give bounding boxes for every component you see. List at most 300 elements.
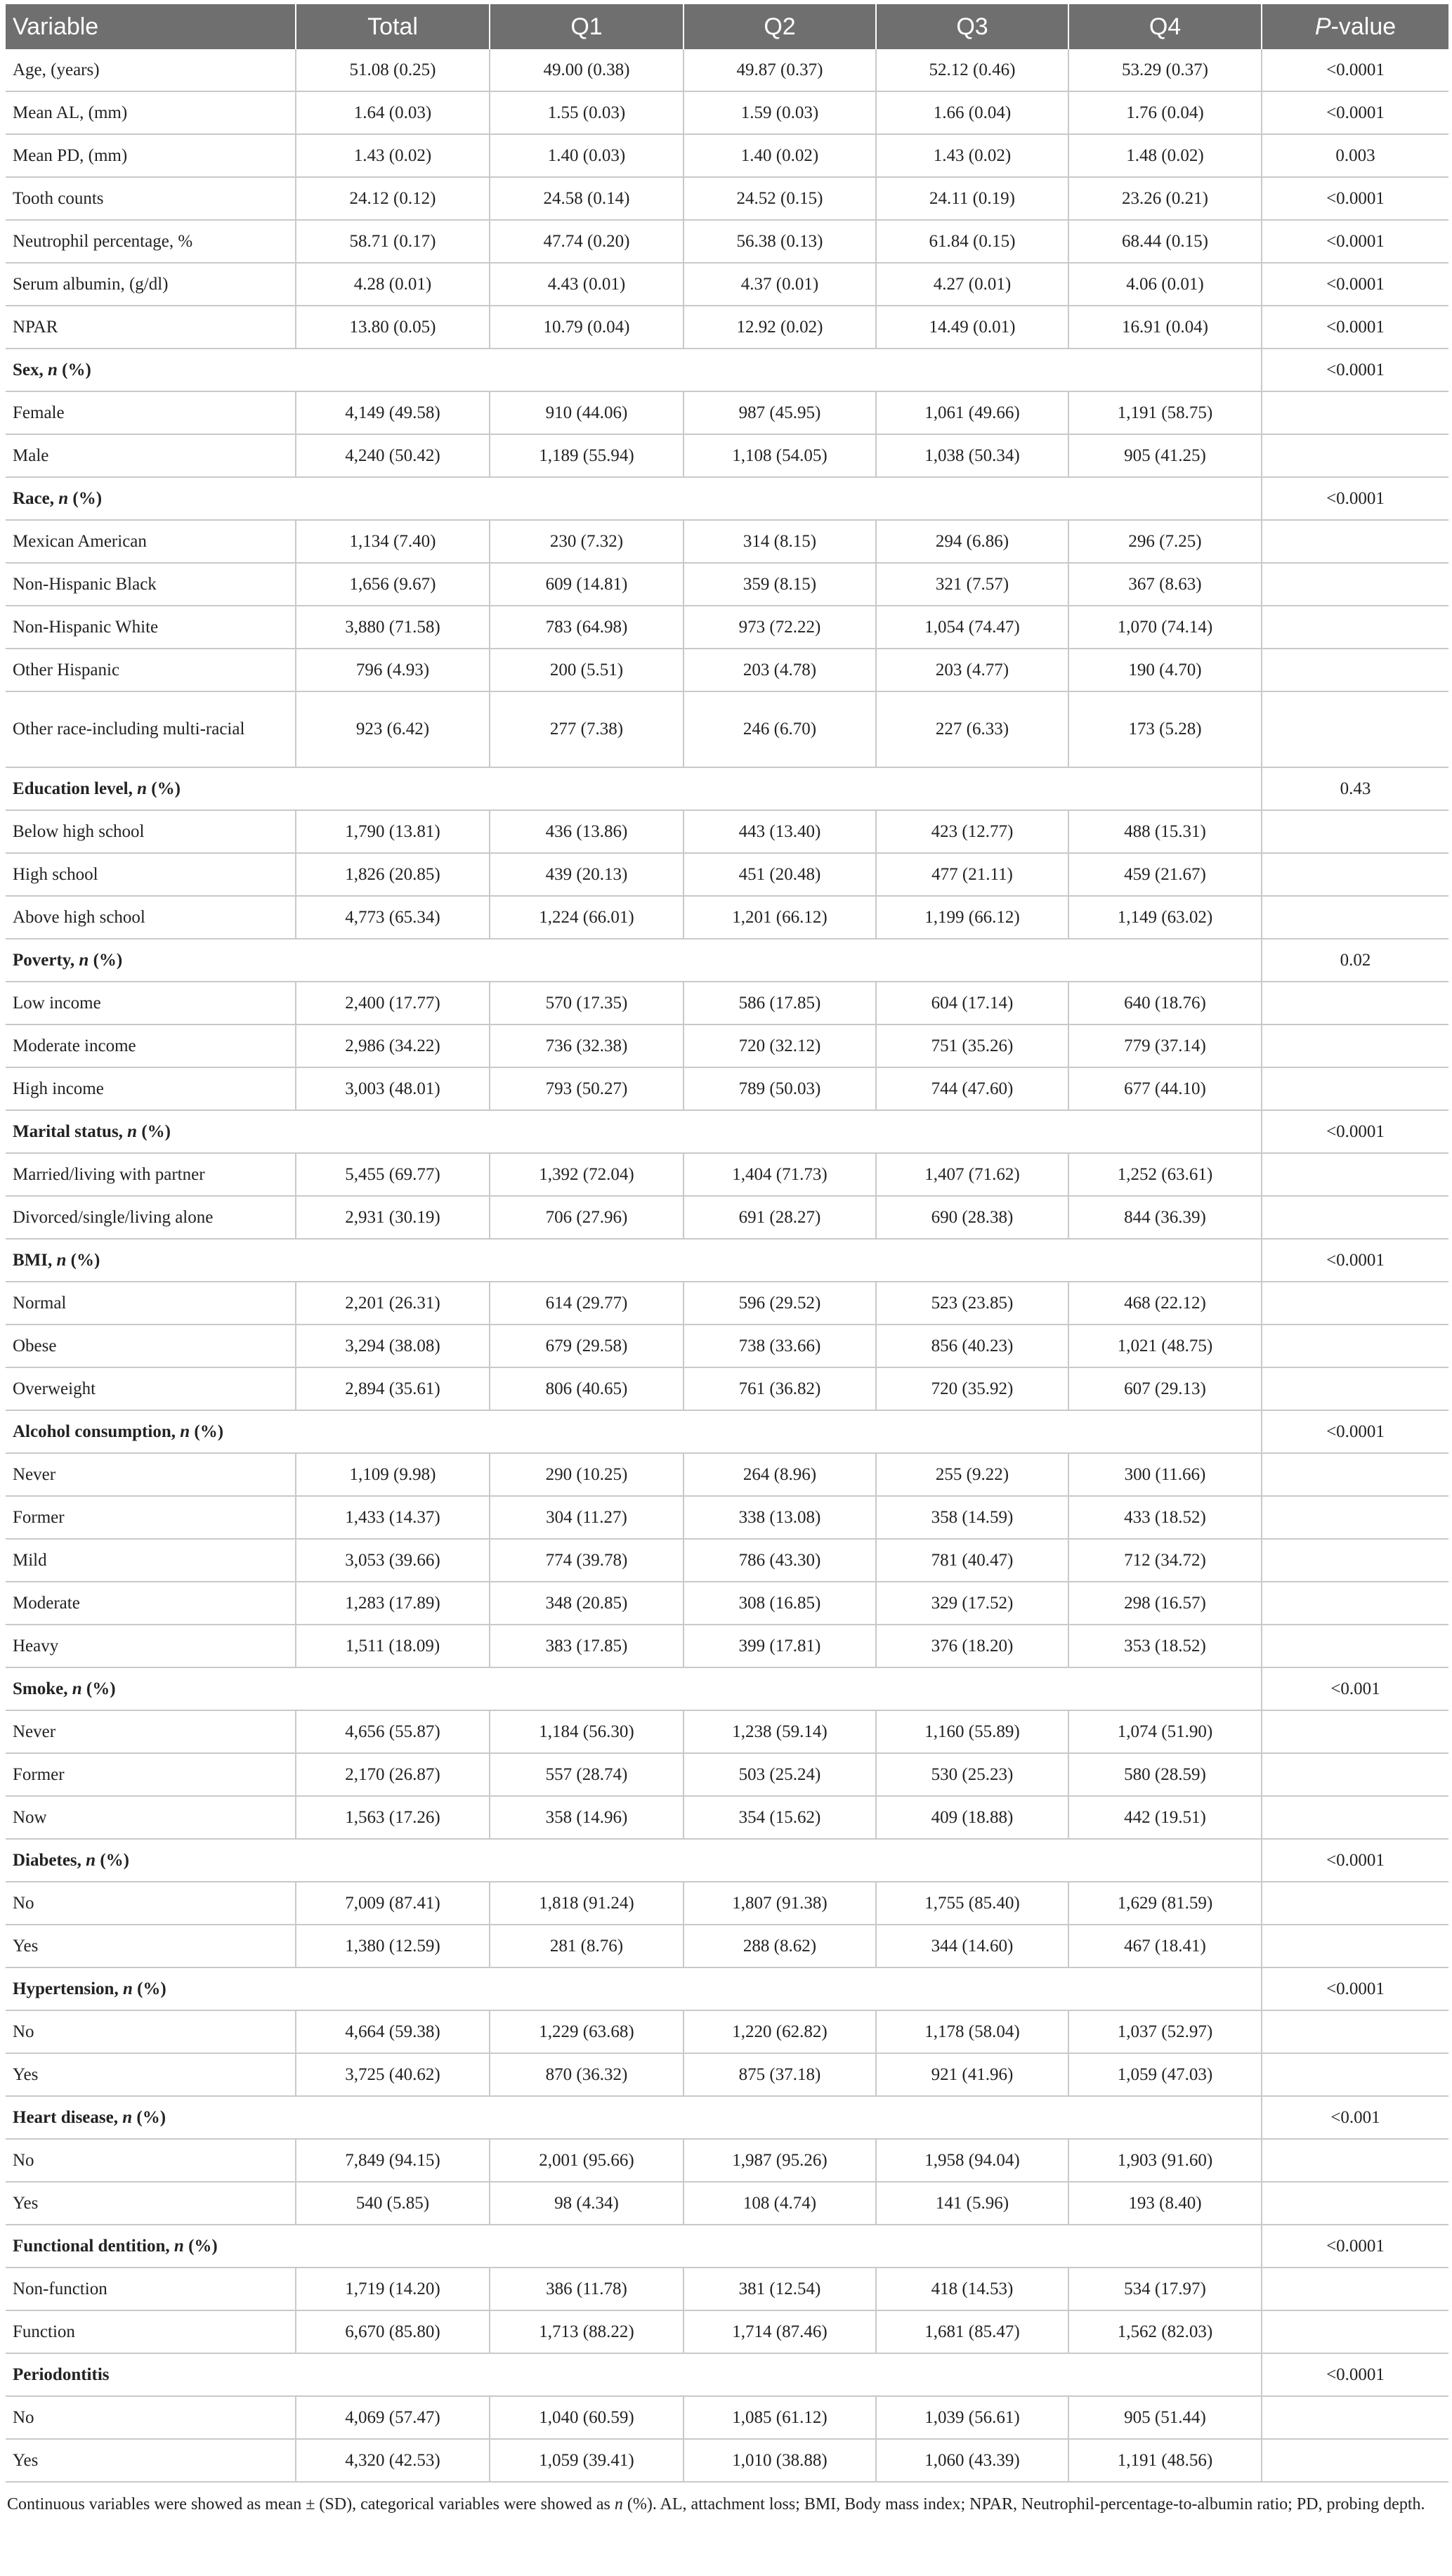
q1-cell: 1,059 (39.41)	[490, 2439, 684, 2482]
group-label: Hypertension, n (%)	[6, 1967, 1262, 2010]
q1-cell: 290 (10.25)	[490, 1453, 684, 1496]
p-value-cell: <0.0001	[1262, 1239, 1448, 1282]
q4-cell: 534 (17.97)	[1068, 2268, 1262, 2310]
p-value-cell	[1262, 1153, 1448, 1196]
row-label: Non-Hispanic White	[6, 606, 296, 649]
q2-cell: 314 (8.15)	[684, 520, 876, 563]
table-row	[6, 2053, 1448, 2096]
q1-cell: 679 (29.58)	[490, 1325, 684, 1367]
total-cell: 540 (5.85)	[296, 2182, 490, 2225]
table-group-row	[6, 1667, 1448, 1710]
table-row	[6, 2182, 1448, 2225]
p-value-cell	[1262, 1925, 1448, 1967]
table-row	[6, 691, 1448, 767]
q2-cell: 1,404 (71.73)	[684, 1153, 876, 1196]
q3-cell: 423 (12.77)	[876, 810, 1068, 853]
q4-cell: 640 (18.76)	[1068, 982, 1262, 1024]
q2-cell: 586 (17.85)	[684, 982, 876, 1024]
p-value-cell	[1262, 606, 1448, 649]
q4-cell: 677 (44.10)	[1068, 1067, 1262, 1110]
q1-cell: 1,818 (91.24)	[490, 1882, 684, 1925]
p-value-cell	[1262, 1367, 1448, 1410]
q3-cell: 255 (9.22)	[876, 1453, 1068, 1496]
row-label: Never	[6, 1710, 296, 1753]
p-value-cell: <0.0001	[1262, 349, 1448, 391]
total-cell: 1,134 (7.40)	[296, 520, 490, 563]
q4-cell: 468 (22.12)	[1068, 1282, 1262, 1325]
q4-cell: 68.44 (0.15)	[1068, 220, 1262, 263]
p-value-cell	[1262, 1282, 1448, 1325]
row-label: Non-function	[6, 2268, 296, 2310]
total-cell: 7,009 (87.41)	[296, 1882, 490, 1925]
q3-cell: 1,755 (85.40)	[876, 1882, 1068, 1925]
table-row	[6, 1753, 1448, 1796]
p-value-cell	[1262, 1539, 1448, 1582]
q3-cell: 781 (40.47)	[876, 1539, 1068, 1582]
q3-cell: 530 (25.23)	[876, 1753, 1068, 1796]
q1-cell: 436 (13.86)	[490, 810, 684, 853]
row-label: Mean PD, (mm)	[6, 134, 296, 177]
table-group-row	[6, 2225, 1448, 2268]
p-value-cell: <0.0001	[1262, 1110, 1448, 1153]
q3-cell: 720 (35.92)	[876, 1367, 1068, 1410]
q3-cell: 856 (40.23)	[876, 1325, 1068, 1367]
p-value-cell	[1262, 2439, 1448, 2482]
q1-cell: 1,184 (56.30)	[490, 1710, 684, 1753]
row-label: Low income	[6, 982, 296, 1024]
total-cell: 2,170 (26.87)	[296, 1753, 490, 1796]
q1-cell: 706 (27.96)	[490, 1196, 684, 1239]
row-label: Former	[6, 1496, 296, 1539]
total-cell: 3,003 (48.01)	[296, 1067, 490, 1110]
table-row	[6, 1796, 1448, 1839]
p-value-cell: <0.0001	[1262, 177, 1448, 220]
q1-cell: 348 (20.85)	[490, 1582, 684, 1625]
column-header-p-value: P-value	[1262, 4, 1448, 49]
row-label: Function	[6, 2310, 296, 2353]
q3-cell: 376 (18.20)	[876, 1625, 1068, 1667]
row-label: High income	[6, 1067, 296, 1110]
p-value-cell: <0.0001	[1262, 1839, 1448, 1882]
q1-cell: 386 (11.78)	[490, 2268, 684, 2310]
q4-cell: 300 (11.66)	[1068, 1453, 1262, 1496]
q2-cell: 1,714 (87.46)	[684, 2310, 876, 2353]
row-label: Mexican American	[6, 520, 296, 563]
table-group-row	[6, 2096, 1448, 2139]
q4-cell: 1,021 (48.75)	[1068, 1325, 1262, 1367]
total-cell: 1,563 (17.26)	[296, 1796, 490, 1839]
table-footnote: Continuous variables were showed as mean ± (SD), categorical variables were showed as n (%). AL, attachment loss; BMI, Body mass index; NPAR, Neutrophil-percentage-to-albumin ratio; PD, probing depth.	[7, 2495, 1425, 2513]
row-label: Other Hispanic	[6, 649, 296, 691]
q2-cell: 1,987 (95.26)	[684, 2139, 876, 2182]
q2-cell: 246 (6.70)	[684, 691, 876, 767]
p-value-cell	[1262, 2139, 1448, 2182]
document	[6, 4, 1448, 2516]
p-value-cell	[1262, 1582, 1448, 1625]
q4-cell: 190 (4.70)	[1068, 649, 1262, 691]
q2-cell: 108 (4.74)	[684, 2182, 876, 2225]
table-row	[6, 134, 1448, 177]
table-row	[6, 2010, 1448, 2053]
group-label: Marital status, n (%)	[6, 1110, 1262, 1153]
q3-cell: 409 (18.88)	[876, 1796, 1068, 1839]
group-label: Race, n (%)	[6, 477, 1262, 520]
group-label: Sex, n (%)	[6, 349, 1262, 391]
group-label: Education level, n (%)	[6, 767, 1262, 810]
p-value-cell	[1262, 1453, 1448, 1496]
p-value-cell	[1262, 649, 1448, 691]
total-cell: 1,790 (13.81)	[296, 810, 490, 853]
q3-cell: 358 (14.59)	[876, 1496, 1068, 1539]
q2-cell: 1,201 (66.12)	[684, 896, 876, 939]
q2-cell: 56.38 (0.13)	[684, 220, 876, 263]
total-cell: 2,894 (35.61)	[296, 1367, 490, 1410]
q1-cell: 910 (44.06)	[490, 391, 684, 434]
total-cell: 4.28 (0.01)	[296, 263, 490, 306]
p-value-cell	[1262, 1753, 1448, 1796]
table-group-row	[6, 1410, 1448, 1453]
q3-cell: 1,039 (56.61)	[876, 2396, 1068, 2439]
q1-cell: 609 (14.81)	[490, 563, 684, 606]
row-label: No	[6, 2139, 296, 2182]
p-value-cell	[1262, 2053, 1448, 2096]
q1-cell: 1,229 (63.68)	[490, 2010, 684, 2053]
q2-cell: 451 (20.48)	[684, 853, 876, 896]
total-cell: 1,656 (9.67)	[296, 563, 490, 606]
total-cell: 2,986 (34.22)	[296, 1024, 490, 1067]
q1-cell: 1,713 (88.22)	[490, 2310, 684, 2353]
q1-cell: 4.43 (0.01)	[490, 263, 684, 306]
p-value-cell: <0.0001	[1262, 91, 1448, 134]
q1-cell: 1,392 (72.04)	[490, 1153, 684, 1196]
q4-cell: 4.06 (0.01)	[1068, 263, 1262, 306]
row-label: Neutrophil percentage, %	[6, 220, 296, 263]
p-value-cell: <0.001	[1262, 2096, 1448, 2139]
table-row	[6, 2396, 1448, 2439]
table-group-row	[6, 1839, 1448, 1882]
table-row	[6, 2139, 1448, 2182]
table-row	[6, 1582, 1448, 1625]
q2-cell: 381 (12.54)	[684, 2268, 876, 2310]
table-body	[6, 49, 1448, 2482]
q3-cell: 921 (41.96)	[876, 2053, 1068, 2096]
q1-cell: 614 (29.77)	[490, 1282, 684, 1325]
total-cell: 796 (4.93)	[296, 649, 490, 691]
q4-cell: 1,903 (91.60)	[1068, 2139, 1262, 2182]
q3-cell: 1,061 (49.66)	[876, 391, 1068, 434]
p-value-cell	[1262, 434, 1448, 477]
p-value-cell: 0.43	[1262, 767, 1448, 810]
table-group-row	[6, 939, 1448, 982]
q1-cell: 793 (50.27)	[490, 1067, 684, 1110]
q4-cell: 53.29 (0.37)	[1068, 49, 1262, 91]
p-value-cell	[1262, 2396, 1448, 2439]
q3-cell: 1,407 (71.62)	[876, 1153, 1068, 1196]
q2-cell: 1,220 (62.82)	[684, 2010, 876, 2053]
q3-cell: 690 (28.38)	[876, 1196, 1068, 1239]
total-cell: 1,511 (18.09)	[296, 1625, 490, 1667]
table-group-row	[6, 349, 1448, 391]
total-cell: 4,149 (49.58)	[296, 391, 490, 434]
p-value-cell: <0.0001	[1262, 1967, 1448, 2010]
table-row	[6, 177, 1448, 220]
table-group-row	[6, 477, 1448, 520]
q4-cell: 298 (16.57)	[1068, 1582, 1262, 1625]
total-cell: 13.80 (0.05)	[296, 306, 490, 349]
q1-cell: 10.79 (0.04)	[490, 306, 684, 349]
q2-cell: 308 (16.85)	[684, 1582, 876, 1625]
q2-cell: 49.87 (0.37)	[684, 49, 876, 91]
total-cell: 3,053 (39.66)	[296, 1539, 490, 1582]
q2-cell: 1,238 (59.14)	[684, 1710, 876, 1753]
table-row	[6, 1196, 1448, 1239]
q3-cell: 418 (14.53)	[876, 2268, 1068, 2310]
row-label: Yes	[6, 2439, 296, 2482]
column-header-q1: Q1	[490, 4, 684, 49]
q3-cell: 1,958 (94.04)	[876, 2139, 1068, 2182]
table-row	[6, 434, 1448, 477]
p-value-cell	[1262, 563, 1448, 606]
table-row	[6, 1325, 1448, 1367]
q3-cell: 744 (47.60)	[876, 1067, 1068, 1110]
q3-cell: 344 (14.60)	[876, 1925, 1068, 1967]
q4-cell: 193 (8.40)	[1068, 2182, 1262, 2225]
row-label: Mild	[6, 1539, 296, 1582]
q4-cell: 1,059 (47.03)	[1068, 2053, 1262, 2096]
total-cell: 5,455 (69.77)	[296, 1153, 490, 1196]
q3-cell: 523 (23.85)	[876, 1282, 1068, 1325]
group-label: Heart disease, n (%)	[6, 2096, 1262, 2139]
q3-cell: 24.11 (0.19)	[876, 177, 1068, 220]
q3-cell: 1,060 (43.39)	[876, 2439, 1068, 2482]
q2-cell: 761 (36.82)	[684, 1367, 876, 1410]
total-cell: 1.43 (0.02)	[296, 134, 490, 177]
q3-cell: 4.27 (0.01)	[876, 263, 1068, 306]
table-row	[6, 1024, 1448, 1067]
q4-cell: 1,629 (81.59)	[1068, 1882, 1262, 1925]
q2-cell: 987 (45.95)	[684, 391, 876, 434]
row-label: Age, (years)	[6, 49, 296, 91]
q4-cell: 1,070 (74.14)	[1068, 606, 1262, 649]
table-row	[6, 2310, 1448, 2353]
q2-cell: 789 (50.03)	[684, 1067, 876, 1110]
q2-cell: 288 (8.62)	[684, 1925, 876, 1967]
total-cell: 1.64 (0.03)	[296, 91, 490, 134]
q3-cell: 61.84 (0.15)	[876, 220, 1068, 263]
q3-cell: 751 (35.26)	[876, 1024, 1068, 1067]
table-row	[6, 1282, 1448, 1325]
row-label: No	[6, 2010, 296, 2053]
row-label: Heavy	[6, 1625, 296, 1667]
total-cell: 923 (6.42)	[296, 691, 490, 767]
total-cell: 1,719 (14.20)	[296, 2268, 490, 2310]
q2-cell: 973 (72.22)	[684, 606, 876, 649]
p-value-cell: <0.0001	[1262, 477, 1448, 520]
total-cell: 24.12 (0.12)	[296, 177, 490, 220]
q2-cell: 1,807 (91.38)	[684, 1882, 876, 1925]
p-value-cell: <0.0001	[1262, 1410, 1448, 1453]
total-cell: 4,656 (55.87)	[296, 1710, 490, 1753]
q4-cell: 467 (18.41)	[1068, 1925, 1262, 1967]
q1-cell: 98 (4.34)	[490, 2182, 684, 2225]
q2-cell: 691 (28.27)	[684, 1196, 876, 1239]
column-header-q4: Q4	[1068, 4, 1262, 49]
table-group-row	[6, 1239, 1448, 1282]
total-cell: 7,849 (94.15)	[296, 2139, 490, 2182]
row-label: Below high school	[6, 810, 296, 853]
q3-cell: 1,054 (74.47)	[876, 606, 1068, 649]
q3-cell: 1,199 (66.12)	[876, 896, 1068, 939]
p-value-cell	[1262, 1625, 1448, 1667]
p-value-cell: 0.003	[1262, 134, 1448, 177]
q3-cell: 52.12 (0.46)	[876, 49, 1068, 91]
q3-cell: 477 (21.11)	[876, 853, 1068, 896]
total-cell: 4,069 (57.47)	[296, 2396, 490, 2439]
p-value-cell	[1262, 1325, 1448, 1367]
total-cell: 2,931 (30.19)	[296, 1196, 490, 1239]
p-value-cell	[1262, 2310, 1448, 2353]
row-label: Female	[6, 391, 296, 434]
total-cell: 4,320 (42.53)	[296, 2439, 490, 2482]
q2-cell: 443 (13.40)	[684, 810, 876, 853]
table-group-row	[6, 1967, 1448, 2010]
row-label: No	[6, 2396, 296, 2439]
q1-cell: 49.00 (0.38)	[490, 49, 684, 91]
q2-cell: 1.59 (0.03)	[684, 91, 876, 134]
row-label: Overweight	[6, 1367, 296, 1410]
total-cell: 3,294 (38.08)	[296, 1325, 490, 1367]
q1-cell: 358 (14.96)	[490, 1796, 684, 1839]
row-label: Mean AL, (mm)	[6, 91, 296, 134]
q2-cell: 354 (15.62)	[684, 1796, 876, 1839]
q1-cell: 439 (20.13)	[490, 853, 684, 896]
total-cell: 4,773 (65.34)	[296, 896, 490, 939]
q3-cell: 321 (7.57)	[876, 563, 1068, 606]
q1-cell: 783 (64.98)	[490, 606, 684, 649]
q1-cell: 774 (39.78)	[490, 1539, 684, 1582]
q2-cell: 399 (17.81)	[684, 1625, 876, 1667]
table-header-row	[6, 4, 1448, 49]
q3-cell: 1.66 (0.04)	[876, 91, 1068, 134]
q1-cell: 1,040 (60.59)	[490, 2396, 684, 2439]
table-group-row	[6, 767, 1448, 810]
q4-cell: 488 (15.31)	[1068, 810, 1262, 853]
q4-cell: 433 (18.52)	[1068, 1496, 1262, 1539]
q4-cell: 173 (5.28)	[1068, 691, 1262, 767]
q1-cell: 570 (17.35)	[490, 982, 684, 1024]
q4-cell: 1,074 (51.90)	[1068, 1710, 1262, 1753]
p-value-cell	[1262, 2182, 1448, 2225]
row-label: Yes	[6, 1925, 296, 1967]
column-header-total: Total	[296, 4, 490, 49]
group-label: Functional dentition, n (%)	[6, 2225, 1262, 2268]
q4-cell: 607 (29.13)	[1068, 1367, 1262, 1410]
table-row	[6, 2439, 1448, 2482]
q2-cell: 720 (32.12)	[684, 1024, 876, 1067]
p-value-cell: <0.0001	[1262, 49, 1448, 91]
p-value-cell	[1262, 1024, 1448, 1067]
table-row	[6, 1496, 1448, 1539]
q4-cell: 1,191 (48.56)	[1068, 2439, 1262, 2482]
q1-cell: 806 (40.65)	[490, 1367, 684, 1410]
q2-cell: 4.37 (0.01)	[684, 263, 876, 306]
q4-cell: 905 (51.44)	[1068, 2396, 1262, 2439]
q4-cell: 1,252 (63.61)	[1068, 1153, 1262, 1196]
q4-cell: 1.48 (0.02)	[1068, 134, 1262, 177]
row-label: Non-Hispanic Black	[6, 563, 296, 606]
q1-cell: 736 (32.38)	[490, 1024, 684, 1067]
q3-cell: 1,160 (55.89)	[876, 1710, 1068, 1753]
q4-cell: 1,191 (58.75)	[1068, 391, 1262, 434]
row-label: Normal	[6, 1282, 296, 1325]
q4-cell: 23.26 (0.21)	[1068, 177, 1262, 220]
table-row	[6, 649, 1448, 691]
row-label: Married/living with partner	[6, 1153, 296, 1196]
q3-cell: 1.43 (0.02)	[876, 134, 1068, 177]
p-value-cell	[1262, 391, 1448, 434]
q3-cell: 203 (4.77)	[876, 649, 1068, 691]
column-header-variable: Variable	[6, 4, 296, 49]
q4-cell: 905 (41.25)	[1068, 434, 1262, 477]
q3-cell: 1,038 (50.34)	[876, 434, 1068, 477]
row-label: Former	[6, 1753, 296, 1796]
q2-cell: 596 (29.52)	[684, 1282, 876, 1325]
p-value-cell	[1262, 1067, 1448, 1110]
q4-cell: 1.76 (0.04)	[1068, 91, 1262, 134]
table-row	[6, 263, 1448, 306]
table-row	[6, 91, 1448, 134]
p-value-cell: 0.02	[1262, 939, 1448, 982]
table-row	[6, 1067, 1448, 1110]
p-value-cell	[1262, 2010, 1448, 2053]
q3-cell: 1,178 (58.04)	[876, 2010, 1068, 2053]
p-value-cell	[1262, 691, 1448, 767]
q3-cell: 329 (17.52)	[876, 1582, 1068, 1625]
q2-cell: 738 (33.66)	[684, 1325, 876, 1367]
q3-cell: 14.49 (0.01)	[876, 306, 1068, 349]
table-row	[6, 896, 1448, 939]
table-row	[6, 306, 1448, 349]
table-row	[6, 1367, 1448, 1410]
total-cell: 1,380 (12.59)	[296, 1925, 490, 1967]
q4-cell: 16.91 (0.04)	[1068, 306, 1262, 349]
total-cell: 58.71 (0.17)	[296, 220, 490, 263]
row-label: Yes	[6, 2182, 296, 2225]
p-value-cell	[1262, 896, 1448, 939]
total-cell: 51.08 (0.25)	[296, 49, 490, 91]
row-label: Moderate	[6, 1582, 296, 1625]
q4-cell: 779 (37.14)	[1068, 1024, 1262, 1067]
q1-cell: 304 (11.27)	[490, 1496, 684, 1539]
total-cell: 3,725 (40.62)	[296, 2053, 490, 2096]
row-label: Male	[6, 434, 296, 477]
p-value-cell	[1262, 810, 1448, 853]
q4-cell: 353 (18.52)	[1068, 1625, 1262, 1667]
group-label: Periodontitis	[6, 2353, 1262, 2396]
p-value-cell: <0.0001	[1262, 306, 1448, 349]
table-row	[6, 1710, 1448, 1753]
q2-cell: 1,108 (54.05)	[684, 434, 876, 477]
q2-cell: 786 (43.30)	[684, 1539, 876, 1582]
q4-cell: 1,037 (52.97)	[1068, 2010, 1262, 2053]
q3-cell: 604 (17.14)	[876, 982, 1068, 1024]
row-label: Now	[6, 1796, 296, 1839]
table-row	[6, 2268, 1448, 2310]
total-cell: 3,880 (71.58)	[296, 606, 490, 649]
total-cell: 2,201 (26.31)	[296, 1282, 490, 1325]
q1-cell: 1,224 (66.01)	[490, 896, 684, 939]
total-cell: 4,240 (50.42)	[296, 434, 490, 477]
